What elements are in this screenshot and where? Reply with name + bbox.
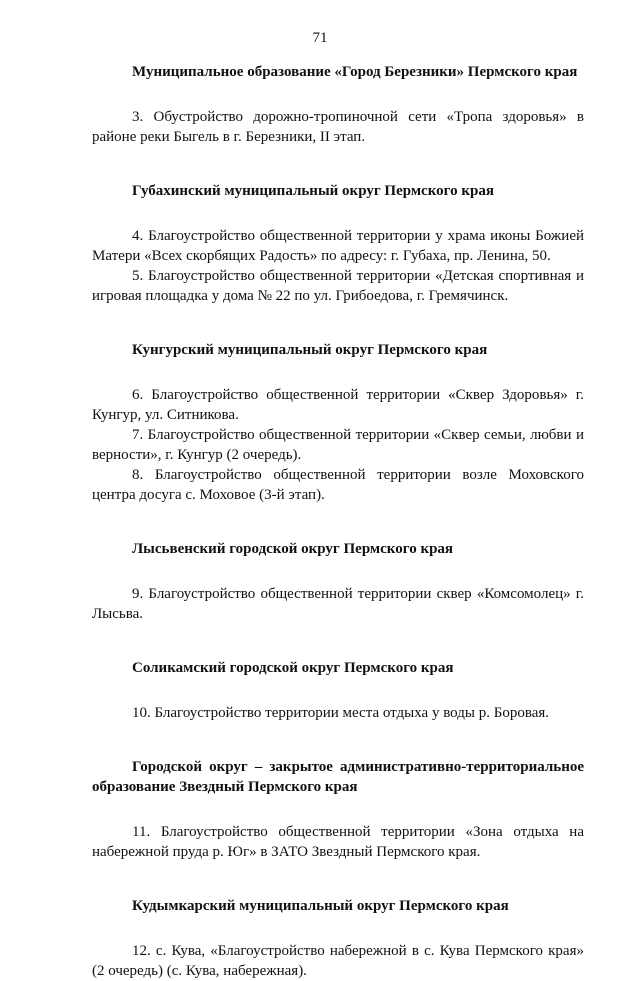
section-heading-zvezdny: Городской округ – закрытое административно-территориальное образование Звездный Пермского края <box>92 759 584 795</box>
list-item-5: 5. Благоустройство общественной территории «Детская спортивная и игровая площадка у дома № 22 по ул. Грибоедова, г. Гремячинск. <box>92 268 584 304</box>
section-heading-kudymkar: Кудымкарский муниципальный округ Пермского края <box>132 898 509 914</box>
section-heading-solikamsk: Соликамский городской округ Пермского края <box>132 660 454 676</box>
list-item-7: 7. Благоустройство общественной территории «Сквер семьи, любви и верности», г. Кунгур (2 очередь). <box>92 427 584 463</box>
section-heading-lysva: Лысьвенский городской округ Пермского края <box>132 541 454 557</box>
page-number: 71 <box>312 30 328 46</box>
list-item-9: 9. Благоустройство общественной территории сквер «Комсомолец» г. Лысьва. <box>92 586 584 622</box>
section-heading-berezniki: Муниципальное образование «Город Березники» Пермского края <box>132 64 578 80</box>
document-body <box>92 62 584 981</box>
list-item-10: 10. Благоустройство территории места отдыха у воды р. Боровая. <box>132 705 550 721</box>
list-item-11: 11. Благоустройство общественной территории «Зона отдыха на набережной пруда р. Юг» в ЗАТО Звездный Пермского края. <box>92 824 584 860</box>
section-heading-kungur: Кунгурский муниципальный округ Пермского края <box>132 342 488 358</box>
list-item-4: 4. Благоустройство общественной территории у храма иконы Божией Матери «Всех скорбящих Радость» по адресу: г. Губаха, пр. Ленина, 50. <box>92 228 584 264</box>
list-item-8: 8. Благоустройство общественной территории возле Моховского центра досуга с. Моховое (3-й этап). <box>92 467 584 503</box>
list-item-12: 12. с. Кува, «Благоустройство набережной в с. Кува Пермского края» (2 очередь) (с. Кува, набережная). <box>92 943 584 979</box>
list-item-3: 3. Обустройство дорожно-тропиночной сети «Тропа здоровья» в районе реки Быгель в г. Березники, II этап. <box>92 109 584 145</box>
list-item-6: 6. Благоустройство общественной территории «Сквер Здоровья» г. Кунгур, ул. Ситникова. <box>92 387 584 423</box>
section-heading-gubakha: Губахинский муниципальный округ Пермского края <box>132 183 494 199</box>
